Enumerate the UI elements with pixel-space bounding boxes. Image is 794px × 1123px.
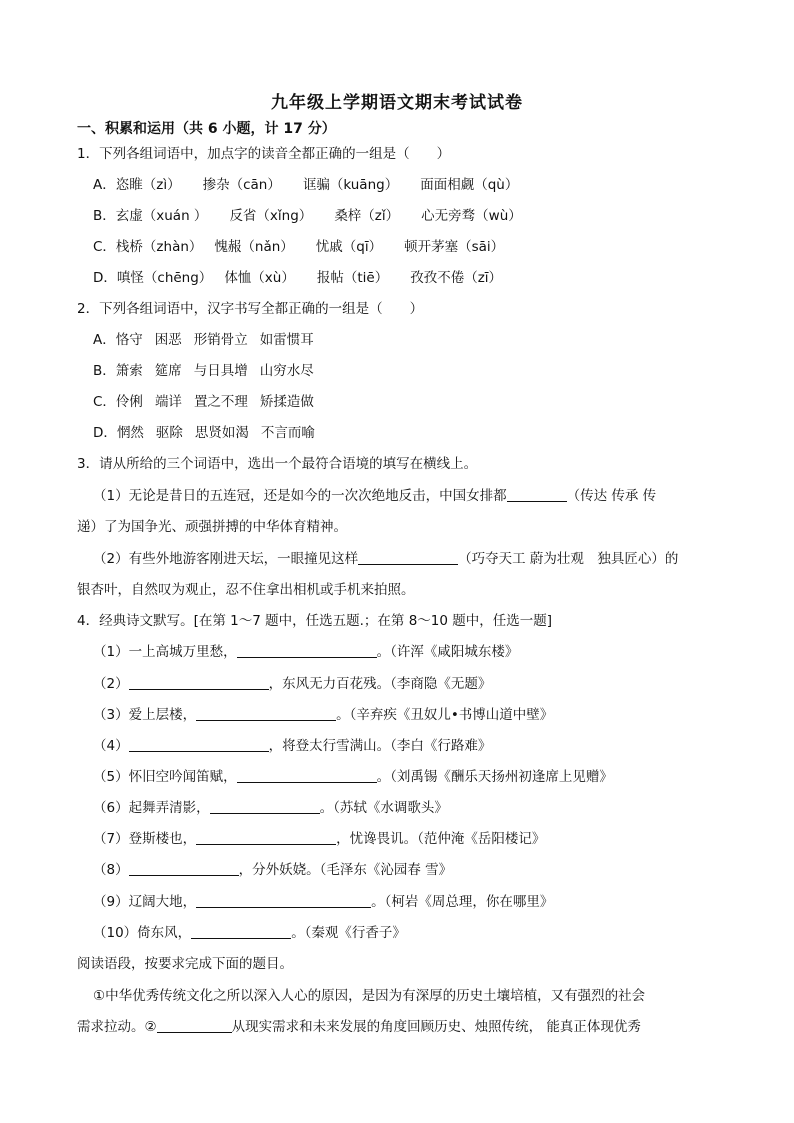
q4-item-10: （10）倚东风， 。（秦观《行香子》 [93, 925, 406, 941]
answer-blank[interactable] [358, 550, 458, 565]
answer-blank[interactable] [157, 1018, 232, 1033]
q4-item-4: （4） ，将登太行雪满山。（李白《行路难》 [93, 738, 492, 754]
q4-item-3: （3）爱上层楼， 。（辛弃疾《丑奴儿•书博山道中壁》 [93, 707, 554, 723]
q1-option-d: D．嗔怪（chēng） 体恤（xù） 报帖（tiē） 孜孜不倦（zī） [93, 270, 503, 286]
q2-option-d: D．惘然 驱除 思贤如渴 不言而喻 [93, 425, 315, 441]
reading-intro: 阅读语段，按要求完成下面的题目。 [77, 956, 293, 972]
q1-option-b: B．玄虚（xuán ） 反省（xǐng） 桑梓（zǐ） 心无旁骛（wù） [93, 208, 522, 224]
question-4-stem: 4．经典诗文默写。[在第 1～7 题中，任选五题.；在第 8～10 题中，任选一题] [77, 613, 553, 629]
q4-item-5: （5）怀旧空吟闻笛赋， 。（刘禹锡《酬乐天扬州初逢席上见赠》 [93, 769, 613, 785]
q3-part-1: （1）无论是昔日的五连冠，还是如今的一次次绝地反击，中国女排都 （传达 传承 传 [93, 488, 657, 504]
q2-option-b: B．箫索 筵席 与日具增 山穷水尽 [93, 363, 314, 379]
q4-item-7: （7）登斯楼也， ，忧谗畏讥。（范仲淹《岳阳楼记》 [93, 831, 546, 847]
answer-blank[interactable] [196, 706, 336, 721]
answer-blank[interactable] [507, 487, 567, 502]
q4-item-8: （8） ，分外妖娆。（毛泽东《沁园春 雪》 [93, 862, 453, 878]
answer-blank[interactable] [129, 675, 269, 690]
q3-part-1-cont: 递）了为国争光、顽强拼搏的中华体育精神。 [77, 519, 347, 535]
section-heading: 一、积累和运用（共 6 小题，计 17 分） [77, 121, 336, 137]
q1-option-a: A．恣睢（zì） 掺杂（cān） 诓骗（kuāng） 面面相觑（qù） [93, 177, 519, 193]
q1-option-c: C．栈桥（zhàn） 愧赧（nǎn） 忧戚（qī） 顿开茅塞（sāi） [93, 239, 505, 255]
reading-paragraph-line-2: 需求拉动。② 从现实需求和未来发展的角度回顾历史、烛照传统， 能真正体现优秀 [77, 1019, 641, 1035]
q4-item-9: （9）辽阔大地， 。（柯岩《周总理，你在哪里》 [93, 894, 554, 910]
question-3-stem: 3．请从所给的三个词语中，选出一个最符合语境的填写在横线上。 [77, 456, 478, 472]
answer-blank[interactable] [237, 643, 377, 658]
answer-blank[interactable] [210, 799, 320, 814]
answer-blank[interactable] [191, 924, 291, 939]
q4-item-1: （1）一上高城万里愁， 。（许浑《咸阳城东楼》 [93, 644, 519, 660]
q3-part-2-cont: 银杏叶，自然叹为观止，忍不住拿出相机或手机来拍照。 [77, 582, 415, 598]
question-1-stem: 1．下列各组词语中，加点字的读音全都正确的一组是（ ） [77, 146, 451, 162]
q2-option-a: A．恪守 困恶 形销骨立 如雷惯耳 [93, 332, 314, 348]
q3-part-2: （2）有些外地游客刚进天坛，一眼撞见这样 （巧夺天工 蔚为壮观 独具匠心）的 [93, 551, 679, 567]
answer-blank[interactable] [129, 861, 239, 876]
answer-blank[interactable] [129, 737, 269, 752]
answer-blank[interactable] [196, 893, 371, 908]
answer-blank[interactable] [196, 830, 336, 845]
answer-blank[interactable] [237, 768, 377, 783]
q4-item-6: （6）起舞弄清影， 。（苏轼《水调歌头》 [93, 800, 448, 816]
page-title: 九年级上学期语文期末考试试卷 [271, 93, 523, 113]
q2-option-c: C．伶俐 端详 置之不理 矫揉造做 [93, 394, 314, 410]
q4-item-2: （2） ，东风无力百花残。（李商隐《无题》 [93, 676, 492, 692]
reading-paragraph-line-1: ①中华优秀传统文化之所以深入人心的原因，是因为有深厚的历史土壤培植，又有强烈的社会 [93, 988, 646, 1004]
question-2-stem: 2．下列各组词语中，汉字书写全都正确的一组是（ ） [77, 301, 424, 317]
